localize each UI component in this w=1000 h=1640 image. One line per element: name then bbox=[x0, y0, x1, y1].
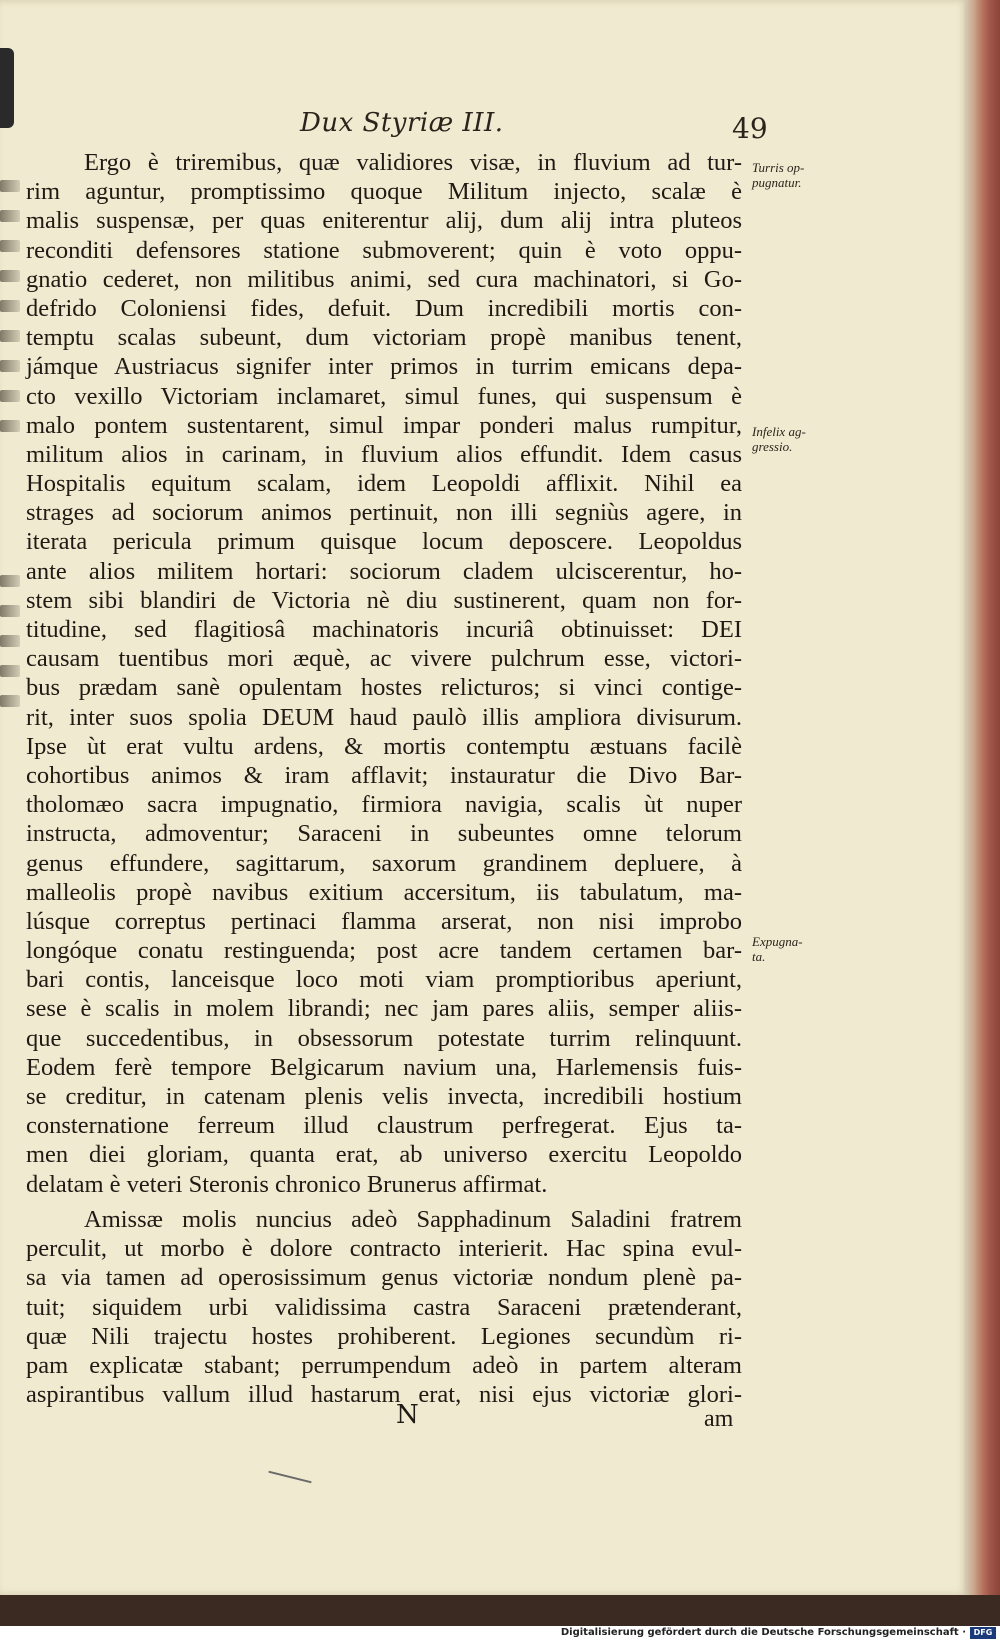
marginal-note-turris bbox=[752, 160, 832, 190]
text-line: lúsque correptus pertinaci flamma arserat, non nisi improbo bbox=[26, 907, 742, 935]
marginal-note-line: pugnatur. bbox=[752, 175, 802, 190]
text-line: causam tuentibus mori æquè, ac vivere pulchrum esse, victori- bbox=[26, 645, 742, 673]
book-fore-edge bbox=[964, 0, 1000, 1595]
previous-page-text-fragment bbox=[0, 665, 20, 677]
marginal-note-line: ta. bbox=[752, 949, 766, 964]
previous-page-text-fragment bbox=[0, 360, 20, 372]
text-line: stem sibi blandiri de Victoria nè diu sustinerent, quam non for- bbox=[26, 586, 742, 614]
text-line: malleolis propè navibus exitium accersitum, iis tabulatum, ma- bbox=[26, 878, 742, 906]
text-line: malis suspensæ, per quas eniterentur alij, dum alij intra pluteos bbox=[26, 207, 742, 235]
text-line: ante alios militem hortari: sociorum cladem ulciscerentur, ho- bbox=[26, 557, 742, 585]
dfg-logo: DFG bbox=[970, 1627, 996, 1639]
text-line: tuit; siquidem urbi validissima castra Saraceni prætenderant, bbox=[26, 1293, 742, 1321]
text-line: rim aguntur, promptissimo quoque Militum injecto, scalæ è bbox=[26, 178, 742, 206]
text-line: Amissæ molis nuncius adeò Sapphadinum Saladini fratrem bbox=[84, 1206, 742, 1233]
running-head: Dux Styriæ III. bbox=[300, 108, 504, 138]
digitization-footer bbox=[0, 1626, 1000, 1640]
text-line: cto vexillo Victoriam inclamaret, simul funes, qui suspensum è bbox=[26, 382, 742, 410]
marginal-note-infelix bbox=[752, 424, 832, 454]
previous-page-binding bbox=[0, 48, 14, 128]
previous-page-text-fragment bbox=[0, 635, 20, 647]
previous-page-text-fragment bbox=[0, 240, 20, 252]
ink-smear bbox=[268, 1471, 311, 1484]
marginal-note-line: Infelix ag- bbox=[752, 424, 806, 439]
text-line: perculit, ut morbo è dolore contracto interierit. Hac spina evul- bbox=[26, 1235, 742, 1263]
text-line: iterata pericula primum quisque locum deposcere. Leopoldus bbox=[26, 528, 742, 556]
text-line: aspirantibus vallum illud hastarum erat, nisi ejus victoriæ glori- bbox=[26, 1381, 742, 1409]
previous-page-text-fragment bbox=[0, 575, 20, 587]
text-line: longóque conatu restinguenda; post acre tandem certamen bar- bbox=[26, 937, 742, 965]
paragraph-2 bbox=[26, 1205, 742, 1409]
text-line: cohortibus animos & iram afflavit; instauratur die Divo Bar- bbox=[26, 761, 742, 789]
text-line: Ergo è triremibus, quæ validiores visæ, in fluvium ad tur- bbox=[84, 149, 742, 176]
page-number: 49 bbox=[732, 112, 768, 145]
text-line: Ipse ùt erat vultu ardens, & mortis contemptu æstuans facilè bbox=[26, 732, 742, 760]
text-line: quæ Nili trajectu hostes prohiberent. Legiones secundùm ri- bbox=[26, 1322, 742, 1350]
catchword: am bbox=[704, 1406, 734, 1432]
marginal-note-line: Expugna- bbox=[752, 934, 803, 949]
text-line: temptu scalas subeunt, dum victoriam propè manibus tenent, bbox=[26, 324, 742, 352]
text-line: titudine, sed flagitiosâ machinatoris incuriâ obtinuisset: DEI bbox=[26, 616, 742, 643]
text-line: jámque Austriacus signifer inter primos in turrim emicans depa- bbox=[26, 353, 742, 381]
previous-page-text-fragment bbox=[0, 420, 20, 432]
text-line: militum alios in carinam, in fluvium alios effundit. Idem casus bbox=[26, 440, 742, 468]
marginal-note-line: Turris op- bbox=[752, 160, 805, 175]
text-line: rit, inter suos spolia DEUM haud paulò illis ampliora divisurum. bbox=[26, 703, 742, 731]
text-line: delatam è veteri Steronis chronico Brunerus affirmat. bbox=[26, 1170, 548, 1198]
text-line: men diei gloriam, quanta erat, ab universo exercitu Leopoldo bbox=[26, 1141, 742, 1169]
text-line: bari contis, lanceisque loco moti viam promptioribus aperiunt, bbox=[26, 966, 742, 994]
text-line: sa via tamen ad operosissimum genus victoriæ nondum plenè pa- bbox=[26, 1264, 742, 1292]
previous-page-text-fragment bbox=[0, 605, 20, 617]
previous-page-text-fragment bbox=[0, 210, 20, 222]
text-line: bus prædam sanè opulentam hostes relicturos; si vinci contige- bbox=[26, 674, 742, 702]
text-line: genus effundere, sagittarum, saxorum grandinem depluere, à bbox=[26, 849, 742, 877]
text-line: gnatio cederet, non militibus animi, sed cura machinatori, si Go- bbox=[26, 265, 742, 293]
previous-page-text-fragment bbox=[0, 330, 20, 342]
text-line: instructa, admoventur; Saraceni in subeuntes omne telorum bbox=[26, 820, 742, 848]
footer-credit: Digitalisierung gefördert durch die Deutsche Forschungsgemeinschaft · bbox=[560, 1627, 966, 1638]
text-line: reconditi defensores statione submoverent; quin è voto oppu- bbox=[26, 236, 742, 264]
text-line: pam explicatæ stabant; perrumpendum adeò in partem alteram bbox=[26, 1351, 742, 1379]
text-line: Eodem ferè tempore Belgicarum navium una, Harlemensis fuis- bbox=[26, 1053, 742, 1081]
text-line: strages ad sociorum animos pertinuit, non illi segniùs agere, in bbox=[26, 499, 742, 527]
text-line: Hospitalis equitum scalam, idem Leopoldi afflixit. Nihil ea bbox=[26, 470, 742, 498]
text-line: que succedentibus, in obsessorum potestate turrim relinquunt. bbox=[26, 1024, 742, 1052]
signature-mark: N bbox=[396, 1400, 419, 1430]
previous-page-text-fragment bbox=[0, 390, 20, 402]
text-line: defrido Coloniensi fides, defuit. Dum incredibili mortis con- bbox=[26, 294, 742, 322]
paragraph-1 bbox=[26, 148, 742, 1199]
previous-page-text-fragment bbox=[0, 180, 20, 192]
marginal-note-expugnata bbox=[752, 934, 832, 964]
previous-page-text-fragment bbox=[0, 300, 20, 312]
marginal-note-line: gressio. bbox=[752, 439, 793, 454]
previous-page-text-fragment bbox=[0, 270, 20, 282]
text-line: malo pontem sustentarent, simul impar ponderi malus rumpitur, bbox=[26, 411, 742, 439]
previous-page-text-fragment bbox=[0, 695, 20, 707]
text-line: se creditur, in catenam plenis velis invecta, incredibili hostium bbox=[26, 1083, 742, 1110]
text-line: sese è scalis in molem librandi; nec jam pares aliis, semper aliis- bbox=[26, 995, 742, 1023]
previous-page-edge bbox=[0, 20, 22, 1260]
text-line: consternatione ferreum illud claustrum perfregerat. Ejus ta- bbox=[26, 1112, 742, 1140]
text-line: tholomæo sacra impugnatio, firmiora navigia, scalis ùt nuper bbox=[26, 791, 742, 819]
